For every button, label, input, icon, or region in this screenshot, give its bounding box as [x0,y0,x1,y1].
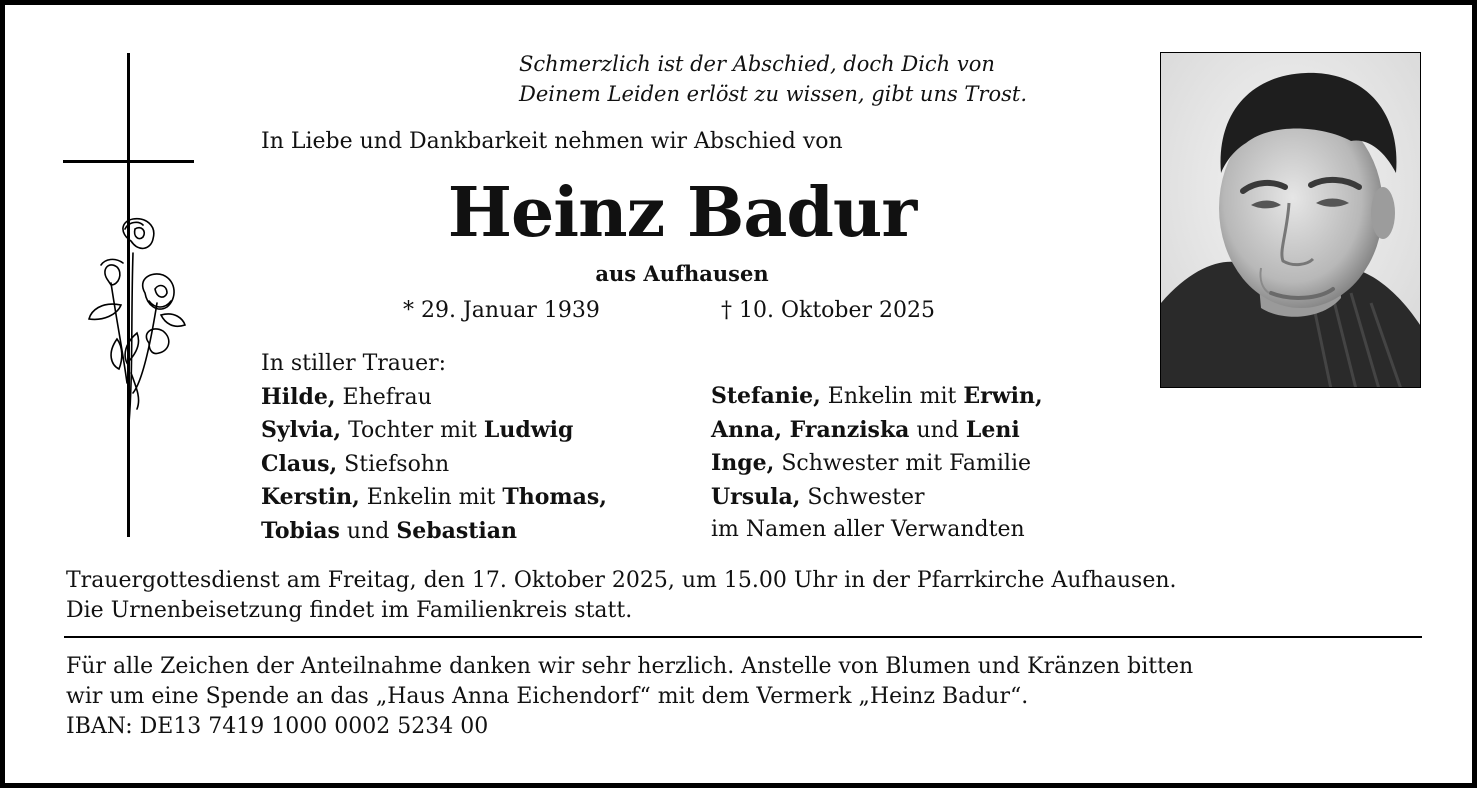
intro-text: In Liebe und Dankbarkeit nehmen wir Abschied von [261,129,843,154]
portrait-photo [1160,52,1421,388]
service-line-1: Trauergottesdienst am Freitag, den 17. Oktober 2025, um 15.00 Uhr in der Pfarrkirche Aufhausen. [66,568,1177,593]
deceased-name: Heinz Badur [447,173,917,253]
mourner-line: im Namen aller Verwandten [711,517,1025,542]
mourners-left [261,348,607,548]
quote-line-1: Schmerzlich ist der Abschied, doch Dich von [519,52,995,76]
service-line-2: Die Urnenbeisetzung findet im Familienkreis statt. [66,598,633,623]
quote [519,49,1027,109]
divider [64,636,1422,638]
mourner-line: Anna, Franziska und Leni [711,416,1020,443]
mourner-line: Stefanie, Enkelin mit Erwin, [711,383,1043,409]
mourner-line: Kerstin, Enkelin mit Thomas, [261,484,607,510]
iban: IBAN: DE13 7419 1000 0002 5234 00 [66,714,489,739]
mourner-line: Tobias und Sebastian [261,517,518,544]
service-info [66,566,1426,626]
thanks-line-2: wir um eine Spende an das „Haus Anna Eichendorf“ mit dem Vermerk „Heinz Badur“. [66,684,1029,709]
thanks-text [66,652,1426,742]
thanks-line-1: Für alle Zeichen der Anteilnahme danken wir sehr herzlich. Anstelle von Blumen und Kränzen bitten [66,654,1194,679]
mourner-line: Sylvia, Tochter mit Ludwig [261,417,574,443]
birth-date: * 29. Januar 1939 [403,298,600,323]
quote-line-2: Deinem Leiden erlöst zu wissen, gibt uns Trost. [519,82,1028,106]
death-date: † 10. Oktober 2025 [721,298,936,323]
mourners-right [711,380,1043,547]
portrait-image [1161,53,1421,388]
deceased-origin: aus Aufhausen [595,261,769,286]
mourner-line: Ursula, Schwester [711,483,925,510]
cross-with-roses-icon [61,53,201,537]
mourner-line: Hilde, Ehefrau [261,383,432,410]
mourners-heading: In stiller Trauer: [261,351,447,376]
mourner-line: Inge, Schwester mit Familie [711,450,1032,476]
mourner-line: Claus, Stiefsohn [261,450,450,477]
